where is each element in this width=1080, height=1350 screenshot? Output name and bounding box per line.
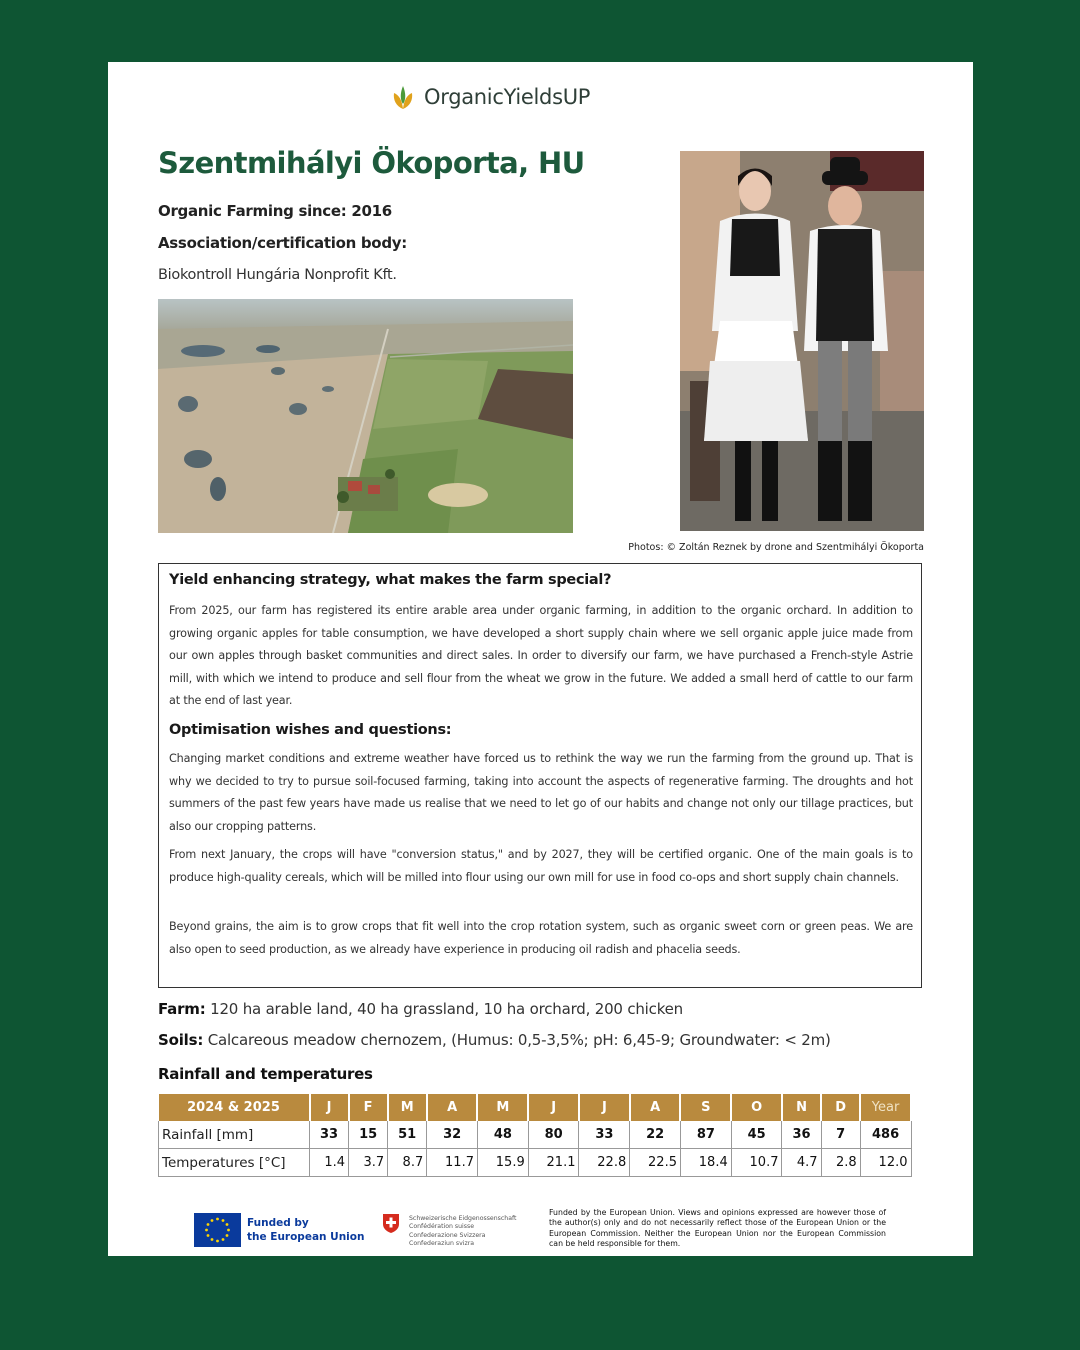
temperature-cell: 2.8 (821, 1149, 860, 1177)
ch-line: Schweizerische Eidgenossenschaft (409, 1215, 517, 1222)
optimisation-paragraph-1: Changing market conditions and extreme weather have forced us to rethink the way we run the farming from the ground up. That is why we decided to try to pursue soil-focused farming, taking into account the aspects of regenerative farming. The droughts and hot summers of the past few years have made us realise that we need to let go of our habits and change not only our tillage practices, but also our cropping patterns. (169, 752, 913, 833)
eu-line-2: the European Union (247, 1231, 365, 1243)
month-header: J (310, 1094, 349, 1121)
ch-line: Confederazione Svizzera (409, 1231, 486, 1239)
month-header: F (349, 1094, 388, 1121)
temperature-cell: 4.7 (782, 1149, 821, 1177)
temperature-label: Temperatures [°C] (159, 1149, 310, 1177)
rainfall-cell: 87 (680, 1121, 731, 1149)
swiss-confederation-label (409, 1215, 516, 1249)
fact-sheet-page (108, 62, 973, 1256)
month-header: N (782, 1094, 821, 1121)
month-header: A (630, 1094, 681, 1121)
eu-line-1: Funded by (247, 1217, 309, 1229)
temperature-cell: 21.1 (528, 1149, 579, 1177)
eu-funding-label (247, 1216, 364, 1244)
temperature-cell: 3.7 (349, 1149, 388, 1177)
association-label: Association/certification body: (158, 234, 407, 252)
climate-table (158, 1094, 912, 1177)
rainfall-cell: 33 (310, 1121, 349, 1149)
period-header: 2024 & 2025 (159, 1094, 310, 1121)
rainfall-cell: 48 (477, 1121, 528, 1149)
month-header: O (731, 1094, 782, 1121)
farm-summary (158, 1000, 683, 1018)
farm-label: Farm: (158, 1000, 206, 1018)
strategy-text: From 2025, our farm has registered its entire arable area under organic farming, in addition to the organic orchard. In addition to growing organic apples for table consumption, we have developed a short supply chain where we sell organic apple juice made from our own apples through basket communities and direct sales. In order to diversify our farm, we have purchased a French-style Astrie mill, with which we intend to produce and sell flour from the wheat we grow in the future. We added a small herd of cattle to our farm at the end of last year. (169, 604, 913, 708)
rainfall-row (159, 1121, 912, 1149)
rainfall-cell: 36 (782, 1121, 821, 1149)
farm-value: 120 ha arable land, 40 ha grassland, 10 ha orchard, 200 chicken (205, 1000, 683, 1018)
organic-since: Organic Farming since: 2016 (158, 202, 392, 220)
wheat-leaf-icon (388, 82, 418, 112)
soils-value: Calcareous meadow chernozem, (Humus: 0,5-3,5%; pH: 6,45-9; Groundwater: < 2m) (203, 1031, 831, 1049)
rainfall-year-cell: 486 (860, 1121, 911, 1149)
temperature-cell: 10.7 (731, 1149, 782, 1177)
temperature-row (159, 1149, 912, 1177)
rainfall-cell: 80 (528, 1121, 579, 1149)
organicyieldsup-logo (388, 80, 590, 114)
month-header: M (388, 1094, 427, 1121)
month-header: S (680, 1094, 731, 1121)
optimisation-paragraph-3: Beyond grains, the aim is to grow crops that fit well into the crop rotation system, such as organic sweet corn or green peas. We are also open to seed production, as we already have experience in producing oil radish and phacelia seeds. (169, 920, 913, 956)
rainfall-cell: 7 (821, 1121, 860, 1149)
logo-text: OrganicYieldsUP (424, 85, 591, 109)
farmers-portrait-photo (680, 151, 924, 531)
ch-line: Confederaziun svizra (409, 1240, 475, 1248)
month-header: M (477, 1094, 528, 1121)
rainfall-cell: 51 (388, 1121, 427, 1149)
swiss-shield-icon (383, 1214, 399, 1233)
temperature-cell: 11.7 (427, 1149, 478, 1177)
month-header: A (427, 1094, 478, 1121)
eu-flag-icon (194, 1213, 241, 1247)
temperature-cell: 8.7 (388, 1149, 427, 1177)
photo-credit: Photos: © Zoltán Reznek by drone and Szentmihályi Ökoporta (628, 542, 924, 553)
temperature-cell: 1.4 (310, 1149, 349, 1177)
ch-line: Confédération suisse (409, 1223, 475, 1231)
rainfall-cell: 22 (630, 1121, 681, 1149)
month-header: J (579, 1094, 630, 1121)
month-header: J (528, 1094, 579, 1121)
rainfall-label: Rainfall [mm] (159, 1121, 310, 1149)
optimisation-paragraph-2: From next January, the crops will have "conversion status," and by 2027, they will be certified organic. One of the main goals is to produce high-quality cereals, which will be milled into flour using our own mill for use in food co-ops and short supply chain channels. (169, 848, 913, 884)
farm-title: Szentmihályi Ökoporta, HU (158, 146, 585, 180)
year-header: Year (860, 1094, 911, 1121)
eu-disclaimer: Funded by the European Union. Views and opinions expressed are however those of the author(s) only and do not necessarily reflect those of the European Union or the European Commission. Neither the European Union nor the European Commission can be held responsible for them. (549, 1208, 886, 1248)
soils-summary (158, 1031, 831, 1049)
aerial-farm-photo (158, 299, 573, 533)
climate-header-row (159, 1094, 912, 1121)
temperature-year-cell: 12.0 (860, 1149, 911, 1177)
rainfall-title: Rainfall and temperatures (158, 1065, 373, 1083)
temperature-cell: 22.8 (579, 1149, 630, 1177)
rainfall-cell: 33 (579, 1121, 630, 1149)
optimisation-heading: Optimisation wishes and questions: (169, 722, 452, 738)
soils-label: Soils: (158, 1031, 204, 1049)
temperature-cell: 15.9 (477, 1149, 528, 1177)
association-value: Biokontroll Hungária Nonprofit Kft. (158, 267, 397, 283)
temperature-cell: 18.4 (680, 1149, 731, 1177)
strategy-box (158, 563, 922, 988)
rainfall-cell: 15 (349, 1121, 388, 1149)
temperature-cell: 22.5 (630, 1149, 681, 1177)
strategy-heading: Yield enhancing strategy, what makes the farm special? (169, 572, 612, 588)
month-header: D (821, 1094, 860, 1121)
rainfall-cell: 32 (427, 1121, 478, 1149)
rainfall-cell: 45 (731, 1121, 782, 1149)
